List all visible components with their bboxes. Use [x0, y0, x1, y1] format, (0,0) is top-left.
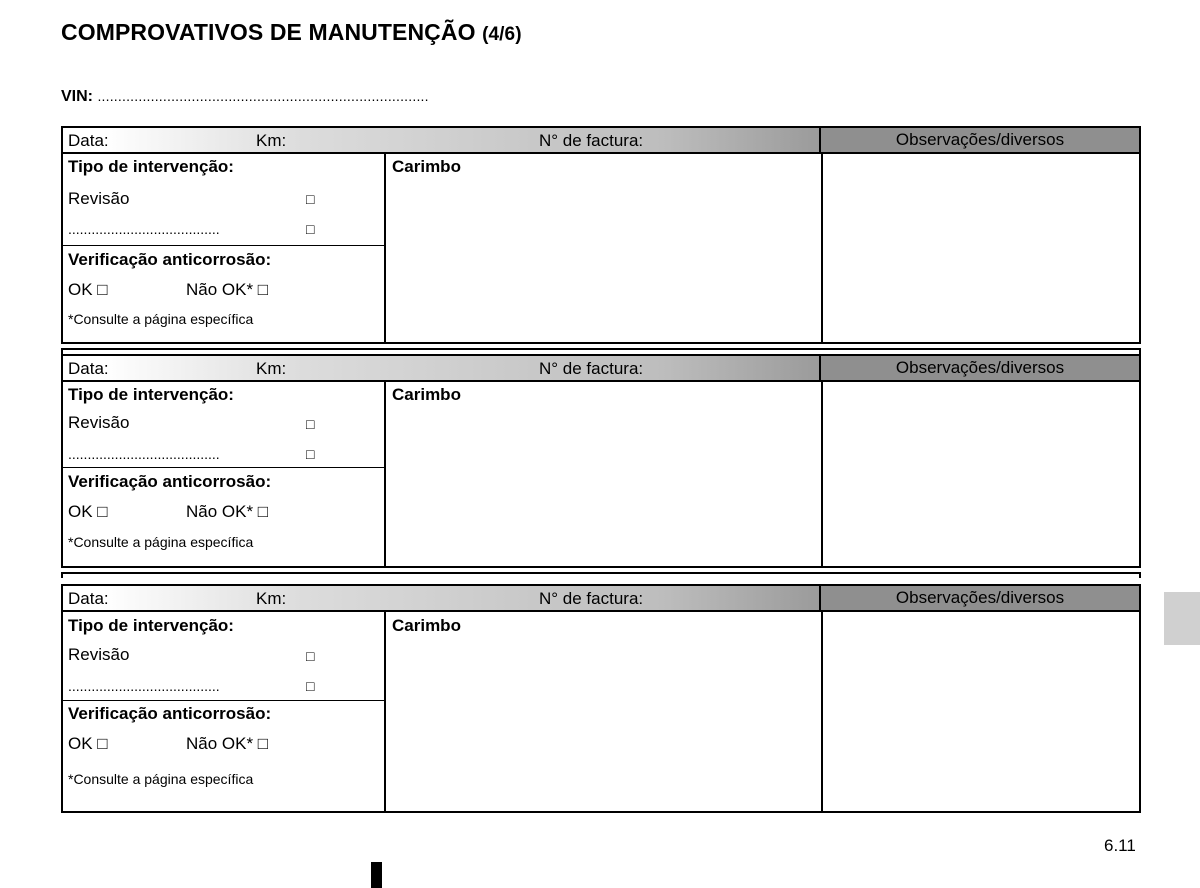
other-checkbox[interactable]: □	[306, 446, 315, 462]
footnote: *Consulte a página específica	[68, 534, 254, 550]
record-body	[61, 382, 1141, 568]
other-checkbox[interactable]: □	[306, 221, 315, 237]
record-header	[61, 354, 1141, 382]
revision-checkbox[interactable]: □	[306, 416, 315, 432]
intervention-label: Tipo de intervenção:	[68, 616, 234, 635]
intervention-label: Tipo de intervenção:	[68, 157, 234, 176]
ok-option[interactable]: OK □	[68, 280, 108, 299]
column-divider	[821, 612, 823, 811]
invoice-label: N° de factura:	[539, 589, 644, 608]
km-label: Km:	[256, 589, 287, 608]
section-thumb-tab	[1164, 592, 1200, 645]
column-divider	[821, 154, 823, 342]
row-divider	[63, 467, 385, 468]
title-sub: (4/6)	[482, 24, 522, 45]
page-edge-marker	[371, 862, 382, 888]
page-title	[61, 19, 522, 46]
observations-label: Observações/diversos	[819, 356, 1139, 380]
vin-line	[61, 88, 429, 106]
page-number: 6.11	[1104, 836, 1136, 855]
column-divider	[821, 382, 823, 566]
stamp-label: Carimbo	[392, 385, 461, 404]
revision-label: Revisão	[68, 189, 130, 208]
not-ok-option[interactable]: Não OK* □	[186, 502, 269, 521]
record-body	[61, 612, 1141, 813]
footnote: *Consulte a página específica	[68, 771, 254, 787]
title-main: COMPROVATIVOS DE MANUTENÇÃO	[61, 19, 476, 45]
corrosion-label: Verificação anticorrosão:	[68, 472, 272, 491]
km-label: Km:	[256, 359, 287, 378]
vin-label: VIN:	[61, 88, 93, 105]
vin-blank: .................................................................................	[97, 88, 429, 104]
row-divider	[63, 245, 385, 246]
footnote: *Consulte a página específica	[68, 311, 254, 327]
intervention-label: Tipo de intervenção:	[68, 385, 234, 404]
record-header	[61, 584, 1141, 612]
not-ok-option[interactable]: Não OK* □	[186, 734, 269, 753]
corrosion-label: Verificação anticorrosão:	[68, 250, 272, 269]
observations-label: Observações/diversos	[819, 128, 1139, 152]
date-label: Data:	[68, 359, 109, 378]
observations-label: Observações/diversos	[819, 586, 1139, 610]
invoice-label: N° de factura:	[539, 359, 644, 378]
revision-label: Revisão	[68, 413, 130, 432]
km-label: Km:	[256, 131, 287, 150]
record-top-band	[61, 572, 1141, 578]
revision-label: Revisão	[68, 645, 130, 664]
ok-option[interactable]: OK □	[68, 502, 108, 521]
record-body	[61, 154, 1141, 344]
other-intervention-blank: .......................................	[68, 446, 220, 462]
ok-option[interactable]: OK □	[68, 734, 108, 753]
column-divider	[384, 382, 386, 566]
not-ok-option[interactable]: Não OK* □	[186, 280, 269, 299]
column-divider	[384, 612, 386, 811]
row-divider	[63, 700, 385, 701]
revision-checkbox[interactable]: □	[306, 191, 315, 207]
date-label: Data:	[68, 131, 109, 150]
other-checkbox[interactable]: □	[306, 678, 315, 694]
revision-checkbox[interactable]: □	[306, 648, 315, 664]
record-header	[61, 126, 1141, 154]
invoice-label: N° de factura:	[539, 131, 644, 150]
corrosion-label: Verificação anticorrosão:	[68, 704, 272, 723]
stamp-label: Carimbo	[392, 616, 461, 635]
stamp-label: Carimbo	[392, 157, 461, 176]
column-divider	[384, 154, 386, 342]
date-label: Data:	[68, 589, 109, 608]
other-intervention-blank: .......................................	[68, 678, 220, 694]
other-intervention-blank: .......................................	[68, 221, 220, 237]
